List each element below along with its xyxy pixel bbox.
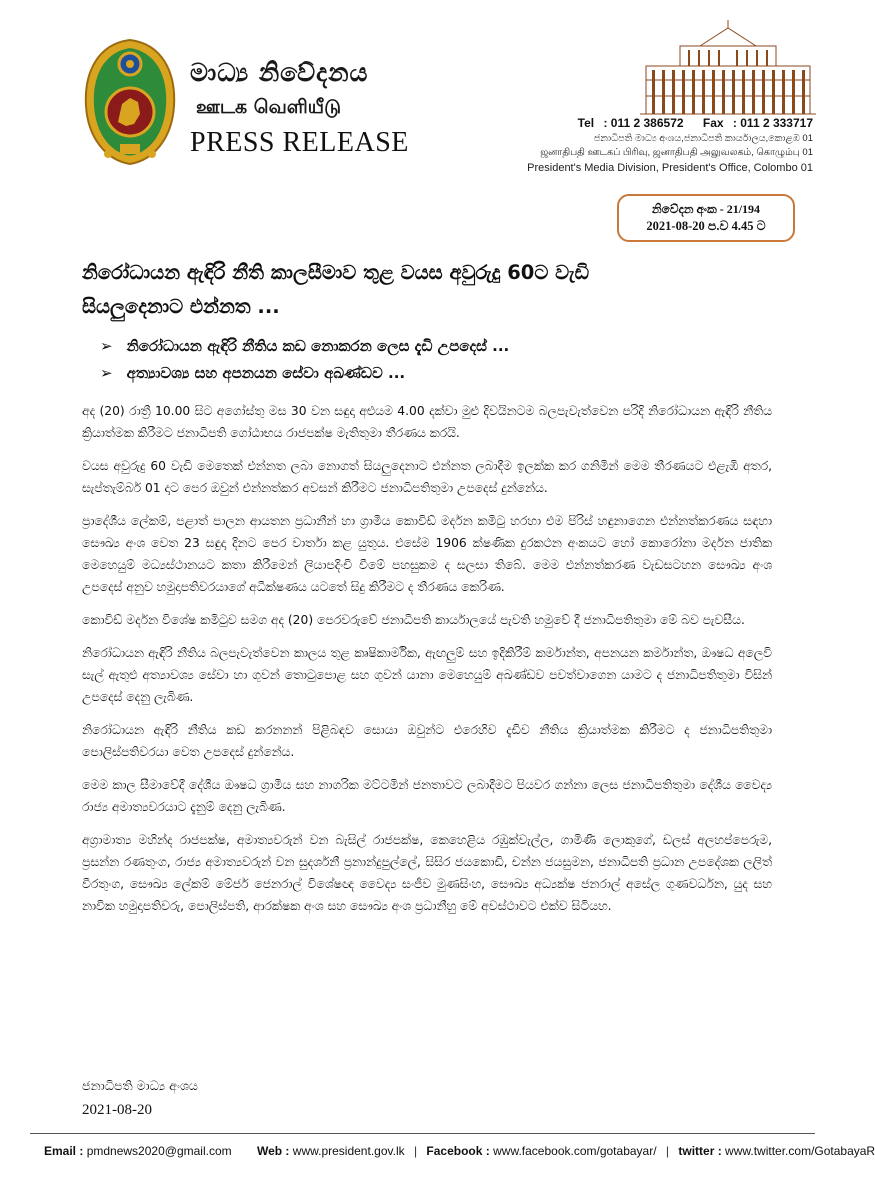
headline-line-2: සියලුදෙනාට එන්නත ... <box>82 295 280 318</box>
paragraph-2: වයස අවුරුදු 60 වැඩි මෙතෙක් එන්නත ලබා නොගත් සියලුදෙනාට එන්නත ලබාදීම ඉලක්ක කර ගනිමින් මෙම තීරණයට එළැඹි අතර, සැප්තැම්බර් 01 දාට පෙර ඔවුන් එන්නත්කර අවසන් කිරීමට ජනාධිපතිතුමා උපදෙස් දුන්නේය. <box>82 459 772 495</box>
arrow-bullet-icon: ➢ <box>100 336 113 355</box>
paragraph-5: නිරෝධායන ඇඳිරි නීතිය බලපැවැත්වෙන කාලය තුළ කෘෂිකාර්මික, ඇඟලුම් සහ ඉදිකිරීම් කර්මාන්ත, අපනයන කර්මාන්ත, ඖෂධ අලෙවි සැල් ඇතුළු අත්‍යාවශ්‍ය සේවා හා ගුවන් තොටුපොළ සහ ගුවන් යානා මෙහෙයුම් අඛණ්ඩව පවත්වාගෙන යාමට ද ජනාධිපතිතුමා විසින් උපදෙස් දෙනු ලැබිණ. <box>82 646 772 704</box>
tel-number: : 011 2 386572 <box>603 116 684 130</box>
bullet-text: අත්‍යාවශ්‍ය සහ අපනයන සේවා අඛණ්ඩව ... <box>126 363 406 382</box>
signoff-date: 2021-08-20 <box>82 1102 152 1118</box>
twitter-link[interactable]: www.twitter.com/GotabayaR <box>725 1144 875 1158</box>
body-text <box>82 400 772 928</box>
signoff-office: ජනාධිපති මාධ්‍ය අංශය <box>82 1078 198 1093</box>
footer <box>44 1144 875 1158</box>
footer-twitter <box>678 1144 875 1158</box>
paragraph-1: අද (20) රාත්‍රී 10.00 සිට අගෝස්තු මස 30 වන සඳුදා අළුයම 4.00 දක්වා මුළු දිවයිනටම බලපැවැත්වෙන පරිදි නිරෝධායන ඇඳිරි නීතිය ක්‍රියාත්මක කිරීමට ජනාධිපති ගෝඨාභය රාජපක්ෂ මැතිතුමා තීරණය කරයි. <box>82 404 772 440</box>
reference-datetime: 2021-08-20 ප.ව 4.45 ට <box>646 219 766 233</box>
paragraph-7: මෙම කාල සීමාවේදී දේශීය ඖෂධ ග්‍රාමීය සහ නාගරික මට්ටමින් ජනතාවට ලබාදීමට පියවර ගන්නා ලෙස ජනාධිපතිතුමා දේශීය වෛද්‍ය රාජ්‍ය අමාත්‍යවරයාට දැනුම් දෙනු ලැබිණ. <box>82 778 772 814</box>
signoff <box>82 1074 198 1122</box>
web-link[interactable]: www.president.gov.lk <box>292 1144 405 1158</box>
reference-number: නිවේදන අංක - 21/194 <box>651 202 761 216</box>
title-sinhala: මාධ්‍ය නිවේදනය <box>190 58 369 87</box>
title-english: PRESS RELEASE <box>190 127 409 158</box>
title-block <box>190 58 409 159</box>
reference-box <box>617 194 795 242</box>
tel-label: Tel <box>577 116 595 130</box>
footer-facebook <box>426 1144 656 1158</box>
address-sinhala: ජනාධිපති මාධ්‍ය අංශය,ජනාධිපති කාර්යාලය,කොළඹ 01 <box>593 133 813 144</box>
footer-email <box>44 1144 232 1158</box>
facebook-label: Facebook : <box>426 1144 490 1158</box>
bullet-list <box>100 332 509 386</box>
title-tamil: ஊடக வெளியீடு <box>196 96 342 118</box>
paragraph-6: නිරෝධායන ඇඳිරි නීතිය කඩ කරනනන් පිළිබඳව සොයා ඔවුන්ට එරෙහිව දැඩිව නීතිය ක්‍රියාත්මක කිරීමට ද ජනාධිපතිතුමා පොලිස්පතිවරයා වෙත උපදෙස් දුන්නේය. <box>82 723 772 759</box>
twitter-label: twitter : <box>678 1144 722 1158</box>
web-label: Web : <box>256 1144 290 1158</box>
footer-separator: | <box>413 1144 418 1158</box>
paragraph-8: අග්‍රාමාත්‍ය මහින්ද රාජපක්ෂ, අමාත්‍යවරුන් වන බැසිල් රාජපක්ෂ, කෙහෙළිය රඹුක්වැල්ල, ගාමිණී ලොකුගේ, ඩලස් අලහප්පෙරුම, ප්‍රසන්න රණතුංග, රාජ්‍ය අමාත්‍යවරුන් වන සුදර්ශනී ප්‍රනාන්දුපුල්ලේ, සිසිර ජයකොඩි, චන්න ජයසුමන, ජනාධිපති ප්‍රධාන උපදේශක ලලිත් වීරතුංග, සෞඛ්‍ය ලේකම් මේජර් ජෙනරාල් විශේෂඥ වෛද්‍ය සංජීව මුණසිංහ, සෞඛ්‍ය අධ්‍යක්ෂ ජනරාල් අසේල ගුණවර්ධන, යුද සහ නාවික හමුදාපතිවරු, පොලිස්පති, ආරක්ෂක අංශ සහ සෞඛ්‍ය අංශ ප්‍රධානීහු මේ අවස්ථාවට එක්ව සිටියහ. <box>82 833 772 913</box>
headline <box>82 256 772 324</box>
phone-fax-line <box>527 116 813 130</box>
presidential-building-illustration <box>640 18 816 118</box>
fax-number: : 011 2 333717 <box>732 116 813 130</box>
bullet-text: නිරෝධායන ඇඳිරි නීතිය කඩ නොකරන ලෙස දැඩි උපදෙස් ... <box>126 336 510 355</box>
arrow-bullet-icon: ➢ <box>100 363 113 382</box>
footer-web <box>257 1144 405 1158</box>
email-label: Email : <box>44 1144 84 1158</box>
bullet-item <box>100 359 509 386</box>
headline-line-1: නිරෝධායන ඇඳිරි නීති කාලසීමාව තුළ වයස අවුරුදු 60ට වැඩි <box>82 261 590 284</box>
footer-separator <box>241 1144 248 1158</box>
address-english: President's Media Division, President's Office, Colombo 01 <box>527 162 813 174</box>
address-tamil: ஜனாதிபதி ஊடகப் பிரிவு, ஜனாதிபதி அலுவலகம், கொழும்பு 01 <box>540 147 813 158</box>
fax-label: Fax <box>702 116 724 130</box>
contact-block <box>527 116 813 174</box>
paragraph-3: ප්‍රාදේශීය ලේකම්, පළාත් පාලන ආයතන ප්‍රධානීන් හා ග්‍රාමීය කොවිඩ් මර්දන කමිටු හරහා එම පිරිස් හඳුනාගෙන එන්නත්කරණය සඳහා සෞඛ්‍ය අංශ වෙත 23 සඳුදා දිනට පෙර වාර්තා කළ යුතුය. එසේම 1906 ක්ෂණික දුරකථන අංකයට හෝ කොරෝනා මර්දන ජාතික මෙහෙයුම් මධ්‍යස්ථානයට කතා කිරීමෙන් ලියාපදිංචි වීමේ පහසුකම ද සලසා තිබේ. මෙම එන්නත්කරණ වැඩසටහන සෞඛ්‍ය අංශ උපදෙස් අනුව හමුදාපතිවරයාගේ අධීක්ෂණය යටතේ සිදු කිරීමට ද තීරණය කෙරිණ. <box>82 514 772 594</box>
bullet-item <box>100 332 509 359</box>
sri-lanka-emblem-logo <box>78 34 182 170</box>
footer-divider <box>30 1133 815 1134</box>
footer-separator: | <box>665 1144 670 1158</box>
facebook-link[interactable]: www.facebook.com/gotabayar/ <box>493 1144 657 1158</box>
paragraph-4: කොවිඩ් මර්දන විශේෂ කමිටුව සමග අද (20) පෙරවරුවේ ජනාධිපති කාර්යාලයේ පැවති හමුවේ දී ජනාධිපතිතුමා මේ බව පැවසීය. <box>82 613 745 627</box>
email-link[interactable]: pmdnews2020@gmail.com <box>86 1144 232 1158</box>
